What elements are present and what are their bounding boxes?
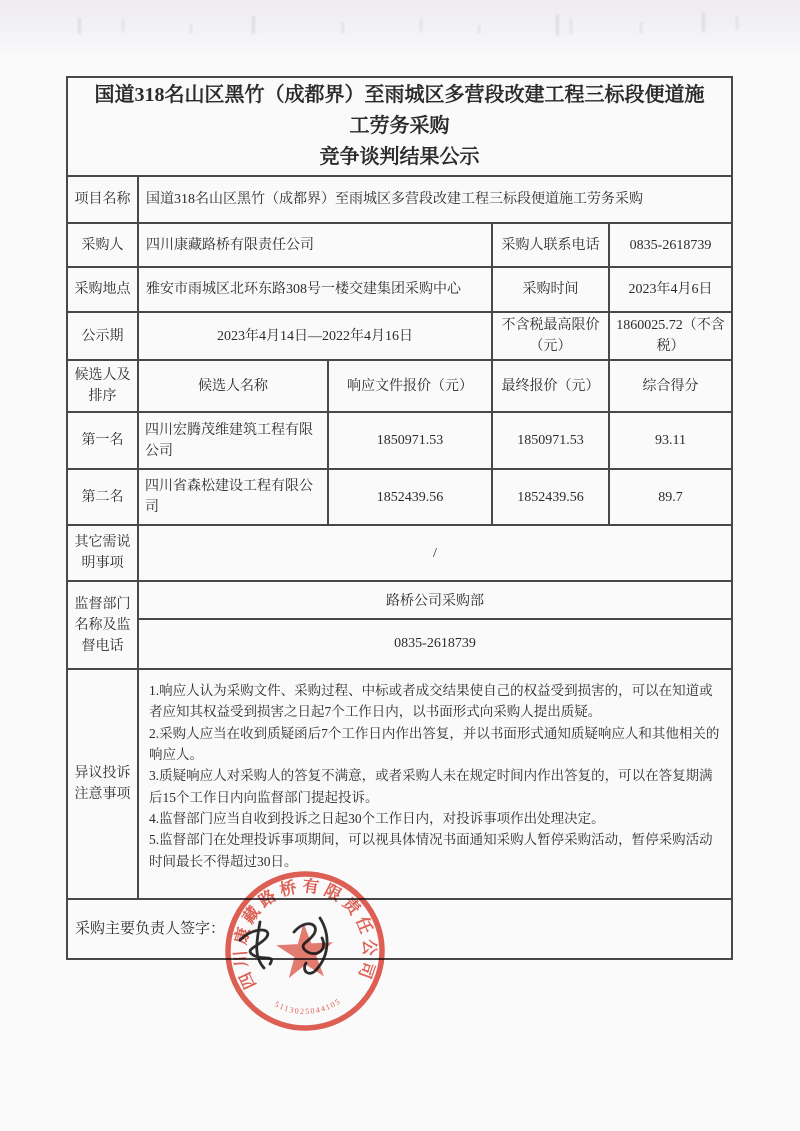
candidates-header-row	[68, 359, 731, 411]
supervision-department: 路桥公司采购部	[139, 582, 731, 620]
objection-item-2: 2.采购人应当在收到质疑函后7个工作日内作出答复，并以书面形式通知质疑响应人和其他相关的响应人。	[149, 725, 720, 762]
supervision-label: 监督部门名称及监督电话	[74, 596, 131, 654]
purchaser-phone-label: 采购人联系电话	[491, 224, 608, 266]
project-name-value: 国道318名山区黑竹（成都界）至雨城区多营段改建工程三标段便道施工劳务采购	[137, 177, 731, 222]
candidate-2-bid: 1852439.56	[327, 470, 491, 524]
candidate-2-name: 四川省森松建设工程有限公司	[137, 470, 327, 524]
purchase-time-value: 2023年4月6日	[608, 268, 731, 311]
other-notes-value: /	[137, 526, 731, 580]
purchaser-row	[68, 222, 731, 266]
objection-item-1: 1.响应人认为采购文件、采购过程、中标或者成交结果使自己的权益受到损害的，可以在知道或者应知其权益受到损害之日起7个工作日内，以书面形式向采购人提出质疑。	[149, 683, 713, 720]
candidate-1-final: 1850971.53	[491, 413, 608, 468]
purchase-time-label: 采购时间	[491, 268, 608, 311]
publicity-period-row	[68, 311, 731, 359]
scan-top-band	[0, 0, 800, 64]
purchaser-value: 四川康藏路桥有限责任公司	[137, 224, 491, 266]
title-project-name: 国道318名山区黑竹（成都界）至雨城区多营段改建工程三标段便道施工劳务采购	[94, 84, 705, 137]
project-name-row	[68, 175, 731, 222]
title-row	[68, 78, 731, 175]
supervision-row	[68, 580, 731, 668]
candidate-1-bid: 1850971.53	[327, 413, 491, 468]
objection-label: 异议投诉注意事项	[74, 766, 131, 802]
location-row	[68, 266, 731, 311]
candidate-2-final: 1852439.56	[491, 470, 608, 524]
handwritten-signature	[220, 900, 350, 985]
candidate-row-2	[68, 468, 731, 524]
signature-row	[68, 898, 731, 958]
candidates-rank-header: 候选人及排序	[74, 368, 131, 404]
project-name-label: 项目名称	[74, 192, 131, 207]
publicity-period-value: 2023年4月14日—2022年4月16日	[137, 313, 491, 359]
candidates-final-header: 最终报价（元）	[491, 361, 608, 411]
svg-text:5113025044105	[273, 996, 344, 1017]
signature-label: 采购主要负责人签字：	[75, 920, 226, 937]
document-title	[68, 78, 731, 175]
publicity-period-label: 公示期	[81, 328, 124, 344]
candidate-1-name: 四川宏腾茂维建筑工程有限公司	[137, 413, 327, 468]
other-notes-label: 其它需说明事项	[74, 535, 131, 571]
purchaser-phone-value: 0835-2618739	[608, 224, 731, 266]
objection-item-4: 4.监督部门应当自收到投诉之日起30个工作日内，对投诉事项作出处理决定。	[149, 810, 605, 826]
purchaser-label: 采购人	[81, 237, 124, 253]
max-price-label: 不含税最高限价（元）	[491, 313, 608, 359]
candidates-score-header: 综合得分	[608, 361, 731, 411]
max-price-value: 1860025.72（不含税）	[608, 313, 731, 359]
objection-item-3: 3.质疑响应人对采购人的答复不满意，或者采购人未在规定时间内作出答复的，可以在答复期满后15个工作日内向监督部门提起投诉。	[149, 768, 713, 805]
candidate-row-1	[68, 411, 731, 468]
supervision-values	[137, 582, 731, 668]
supervision-phone: 0835-2618739	[394, 636, 476, 651]
location-value: 雅安市雨城区北环东路308号一楼交建集团采购中心	[137, 268, 491, 311]
candidate-2-rank: 第二名	[81, 489, 124, 505]
candidates-name-header: 候选人名称	[137, 361, 327, 411]
objection-text	[137, 670, 731, 898]
seal-serial-number: 5113025044105	[273, 996, 343, 1017]
candidates-bid-header: 响应文件报价（元）	[327, 361, 491, 411]
announcement-table	[66, 76, 733, 960]
seal-company-text: 四川康藏路桥有限责任公司	[230, 876, 380, 993]
candidate-1-score: 93.11	[608, 413, 731, 468]
title-announcement-type: 竞争谈判结果公示	[319, 146, 480, 168]
objection-item-5: 5.监督部门在处理投诉事项期间，可以视具体情况书面通知采购人暂停采购活动，暂停采购活动时间最长不得超过30日。	[149, 832, 713, 869]
candidate-2-score: 89.7	[608, 470, 731, 524]
objection-row	[68, 668, 731, 898]
candidate-1-rank: 第一名	[81, 433, 124, 448]
location-label: 采购地点	[74, 282, 131, 297]
other-notes-row	[68, 524, 731, 580]
